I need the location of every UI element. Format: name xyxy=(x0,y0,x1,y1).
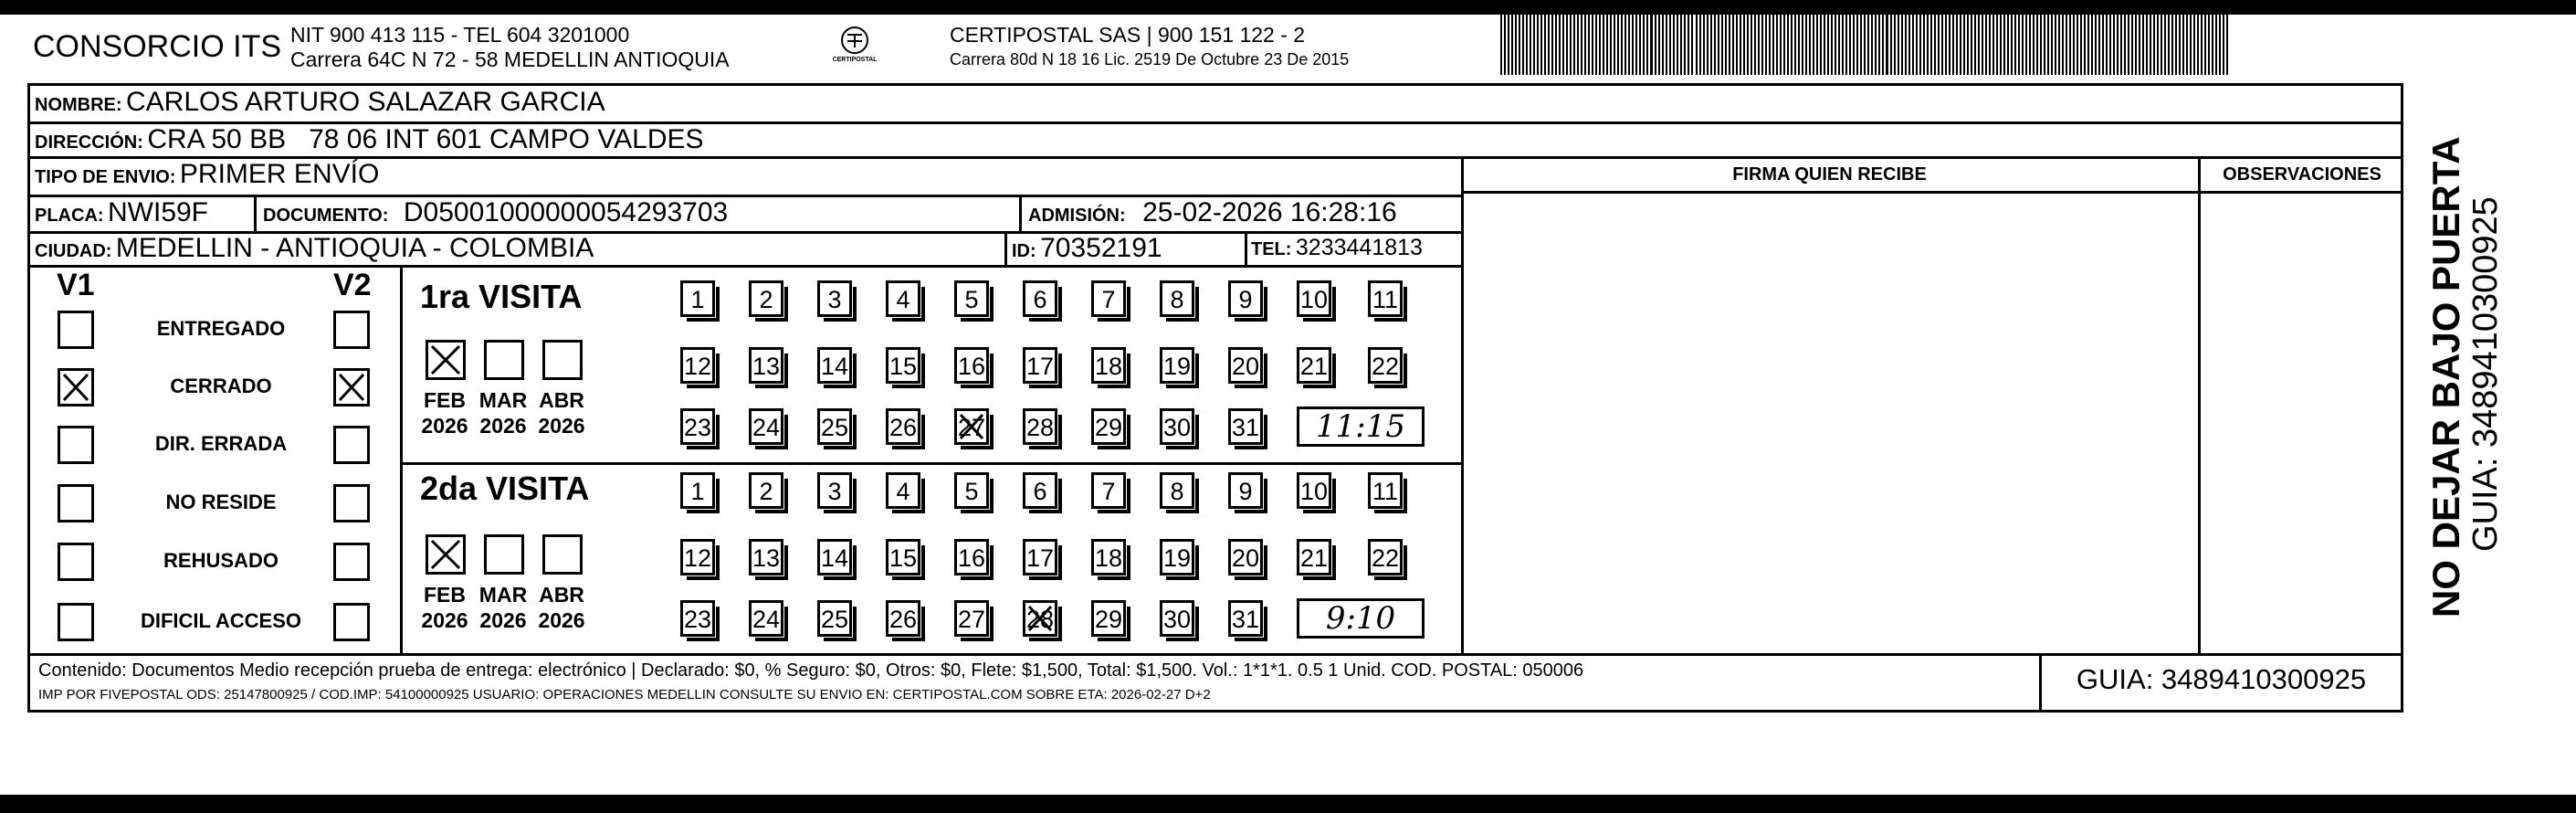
nombre-value: CARLOS ARTURO SALAZAR GARCIA xyxy=(126,87,605,117)
month-name: FEB xyxy=(424,388,466,412)
day-box[interactable]: 1 xyxy=(680,472,715,509)
month-year: 2026 xyxy=(421,414,468,438)
day-box[interactable]: 19 xyxy=(1160,539,1194,575)
status-label: DIFICIL ACCESO xyxy=(140,609,301,632)
day-box[interactable]: 15 xyxy=(886,347,920,384)
documento-label: DOCUMENTO: xyxy=(263,206,389,226)
second-visit-title: 2da VISITA xyxy=(420,470,590,507)
tipo-value: PRIMER ENVÍO xyxy=(179,159,380,189)
placa-row xyxy=(35,197,208,228)
nombre-label: NOMBRE: xyxy=(35,95,122,115)
day-box[interactable]: 29 xyxy=(1091,408,1126,445)
month-year: 2026 xyxy=(538,608,585,632)
day-box[interactable]: 14 xyxy=(817,347,852,384)
ciudad-row xyxy=(35,233,594,264)
day-box[interactable]: 17 xyxy=(1023,347,1057,384)
logo-icon xyxy=(827,24,882,71)
id-row xyxy=(1012,233,1162,264)
day-box[interactable]: 10 xyxy=(1297,280,1331,317)
day-box[interactable]: 23 xyxy=(680,600,715,637)
day-box[interactable]: 27 xyxy=(954,600,989,637)
day-box[interactable]: 28 xyxy=(1023,600,1057,637)
month-label xyxy=(413,387,477,438)
month-label xyxy=(471,387,535,438)
v1-checkbox[interactable] xyxy=(58,603,94,641)
day-box[interactable]: 4 xyxy=(886,472,920,509)
barcode xyxy=(1500,13,2231,75)
month-name: FEB xyxy=(424,583,466,607)
day-box[interactable]: 25 xyxy=(817,600,852,637)
month-label xyxy=(530,387,594,438)
status-label: CERRADO xyxy=(170,375,272,397)
footer-guia: GUIA: 3489410300925 xyxy=(2076,663,2367,695)
day-box[interactable]: 31 xyxy=(1228,408,1263,445)
day-box[interactable]: 30 xyxy=(1160,408,1194,445)
day-box[interactable]: 23 xyxy=(680,408,715,445)
bottom-scan-edge xyxy=(0,795,2576,813)
month-name: ABR xyxy=(539,388,584,412)
status-label: NO RESIDE xyxy=(165,491,277,513)
visit-time-box[interactable]: 11:15 xyxy=(1297,406,1425,447)
nombre-row xyxy=(35,87,605,118)
imp-text: IMP POR FIVEPOSTAL ODS: 25147800925 / COD.IMP: 54100000925 USUARIO: OPERACIONES MEDELLIN CONSULTE SU ENVIO EN: CERTIPOSTAL.COM SOBRE ETA: 2026-02-27 D+2 xyxy=(38,687,1211,702)
day-box[interactable]: 26 xyxy=(886,600,920,637)
day-box[interactable]: 10 xyxy=(1297,472,1331,509)
day-box[interactable]: 11 xyxy=(1368,280,1403,317)
month-checkbox[interactable] xyxy=(426,340,466,380)
day-box[interactable]: 3 xyxy=(817,472,852,509)
day-box[interactable]: 3 xyxy=(817,280,852,317)
certipostal-logo xyxy=(827,24,882,71)
day-box[interactable]: 2 xyxy=(749,280,783,317)
v1-checkbox[interactable] xyxy=(58,543,94,581)
tel-label: TEL: xyxy=(1251,239,1292,259)
month-name: ABR xyxy=(539,583,584,607)
first-visit-title: 1ra VISITA xyxy=(420,278,583,315)
day-box[interactable]: 29 xyxy=(1091,600,1126,637)
day-box[interactable]: 20 xyxy=(1228,347,1263,384)
status-label: ENTREGADO xyxy=(156,317,286,340)
day-box[interactable]: 9 xyxy=(1228,472,1263,509)
documento-value: D05001000000054293703 xyxy=(403,197,729,227)
day-box[interactable]: 22 xyxy=(1368,347,1403,384)
month-year: 2026 xyxy=(421,608,468,632)
day-box[interactable]: 4 xyxy=(886,280,920,317)
day-box[interactable]: 8 xyxy=(1160,280,1194,317)
visit-time-box[interactable]: 9:10 xyxy=(1297,598,1425,639)
side-warning: NO DEJAR BAJO PUERTA xyxy=(2424,136,2467,618)
day-box[interactable]: 30 xyxy=(1160,600,1194,637)
v2-checkbox[interactable] xyxy=(333,368,370,406)
day-box[interactable]: 14 xyxy=(817,539,852,575)
day-box[interactable]: 17 xyxy=(1023,539,1057,575)
month-year: 2026 xyxy=(479,414,527,438)
side-guia: GUIA: 3489410300925 xyxy=(2466,196,2505,552)
v2-checkbox[interactable] xyxy=(333,484,370,523)
v2-checkbox[interactable] xyxy=(333,543,370,581)
day-box[interactable]: 18 xyxy=(1091,347,1126,384)
day-box[interactable]: 31 xyxy=(1228,600,1263,637)
v1-checkbox[interactable] xyxy=(58,311,94,349)
day-box[interactable]: 13 xyxy=(749,539,783,575)
day-box[interactable]: 13 xyxy=(749,347,783,384)
day-box[interactable]: 8 xyxy=(1160,472,1194,509)
tipo-row xyxy=(35,159,379,190)
day-box[interactable]: 1 xyxy=(680,280,715,317)
carrier-address: Carrera 80d N 18 16 Lic. 2519 De Octubre 23 De 2015 xyxy=(950,50,1350,69)
day-box[interactable]: 6 xyxy=(1023,280,1057,317)
v1-checkbox[interactable] xyxy=(58,368,94,406)
check-x-icon xyxy=(428,537,463,572)
v1-checkbox[interactable] xyxy=(58,484,94,523)
v1-checkbox[interactable] xyxy=(58,426,94,464)
direccion-value: CRA 50 BB 78 06 INT 601 CAMPO VALDES xyxy=(147,124,704,154)
id-label: ID: xyxy=(1012,241,1036,261)
id-value: 70352191 xyxy=(1040,233,1162,263)
month-label xyxy=(413,582,477,633)
check-x-icon xyxy=(336,371,367,404)
v2-checkbox[interactable] xyxy=(333,311,370,349)
day-box[interactable]: 5 xyxy=(954,472,989,509)
day-box[interactable]: 16 xyxy=(954,539,989,575)
day-box[interactable]: 20 xyxy=(1228,539,1263,575)
day-box[interactable]: 11 xyxy=(1368,472,1403,509)
placa-value: NWI59F xyxy=(108,197,209,227)
ciudad-value: MEDELLIN - ANTIOQUIA - COLOMBIA xyxy=(115,233,594,263)
direccion-label: DIRECCIÓN: xyxy=(35,132,143,153)
day-box[interactable]: 21 xyxy=(1297,347,1331,384)
day-box[interactable]: 19 xyxy=(1160,347,1194,384)
month-name: MAR xyxy=(478,388,528,412)
status-label: REHUSADO xyxy=(163,549,279,572)
day-box[interactable]: 24 xyxy=(749,408,783,445)
v2-checkbox[interactable] xyxy=(333,426,370,464)
ciudad-label: CIUDAD: xyxy=(35,241,112,261)
tel-row xyxy=(1251,235,1423,261)
month-checkbox[interactable] xyxy=(426,534,466,575)
direccion-row xyxy=(35,124,704,155)
month-checkbox[interactable] xyxy=(484,340,524,380)
company-name: CONSORCIO ITS xyxy=(33,29,282,64)
day-box[interactable]: 2 xyxy=(749,472,783,509)
barcode-graphic xyxy=(1500,13,2231,75)
day-box[interactable]: 6 xyxy=(1023,472,1057,509)
day-box[interactable]: 24 xyxy=(749,600,783,637)
contenido-text: Contenido: Documentos Medio recepción prueba de entrega: electrónico | Declarado: $0, % Seguro: $0, Otros: $0, Flete: $1,500, Total: $1,500. Vol.: 1*1*1. 0.5 1 Unid. COD. POSTAL: 050006 xyxy=(38,660,1584,681)
observaciones-header: OBSERVACIONES xyxy=(2223,164,2381,185)
month-checkbox[interactable] xyxy=(542,340,583,380)
month-year: 2026 xyxy=(479,608,527,632)
v2-header: V2 xyxy=(333,268,372,302)
admision-value: 25-02-2026 16:28:16 xyxy=(1142,197,1397,227)
day-box[interactable]: 9 xyxy=(1228,280,1263,317)
carrier-name: CERTIPOSTAL SAS | 900 151 122 - 2 xyxy=(950,23,1306,47)
tel-value: 3233441813 xyxy=(1295,235,1423,260)
day-box[interactable]: 28 xyxy=(1023,408,1057,445)
day-box[interactable]: 12 xyxy=(680,539,715,575)
v1-header: V1 xyxy=(57,268,95,302)
placa-label: PLACA: xyxy=(35,206,104,226)
company-nit: NIT 900 413 115 - TEL 604 3201000 xyxy=(290,23,630,47)
logo-text: CERTIPOSTAL xyxy=(832,57,878,63)
day-box[interactable]: 7 xyxy=(1091,280,1126,317)
day-box[interactable]: 5 xyxy=(954,280,989,317)
firma-header: FIRMA QUIEN RECIBE xyxy=(1732,164,1927,185)
day-box[interactable]: 25 xyxy=(817,408,852,445)
month-checkbox[interactable] xyxy=(484,534,524,575)
month-label xyxy=(471,582,535,633)
month-checkbox[interactable] xyxy=(542,534,583,575)
admision-label: ADMISIÓN: xyxy=(1028,206,1126,226)
day-box[interactable]: 21 xyxy=(1297,539,1331,575)
check-x-icon xyxy=(428,343,463,377)
month-year: 2026 xyxy=(538,414,585,438)
day-box[interactable]: 27 xyxy=(954,408,989,445)
documento-row xyxy=(263,197,728,228)
v2-checkbox[interactable] xyxy=(333,603,370,641)
day-box[interactable]: 12 xyxy=(680,347,715,384)
month-label xyxy=(530,582,594,633)
month-name: MAR xyxy=(478,583,528,607)
day-box[interactable]: 16 xyxy=(954,347,989,384)
day-box[interactable]: 22 xyxy=(1368,539,1403,575)
day-box[interactable]: 15 xyxy=(886,539,920,575)
status-label: DIR. ERRADA xyxy=(154,432,288,455)
company-address: Carrera 64C N 72 - 58 MEDELLIN ANTIOQUIA xyxy=(290,48,730,71)
day-box[interactable]: 26 xyxy=(886,408,920,445)
day-box[interactable]: 7 xyxy=(1091,472,1126,509)
check-x-icon xyxy=(60,371,91,404)
day-box[interactable]: 18 xyxy=(1091,539,1126,575)
tipo-label: TIPO DE ENVIO: xyxy=(35,167,176,187)
admision-row xyxy=(1028,197,1397,228)
